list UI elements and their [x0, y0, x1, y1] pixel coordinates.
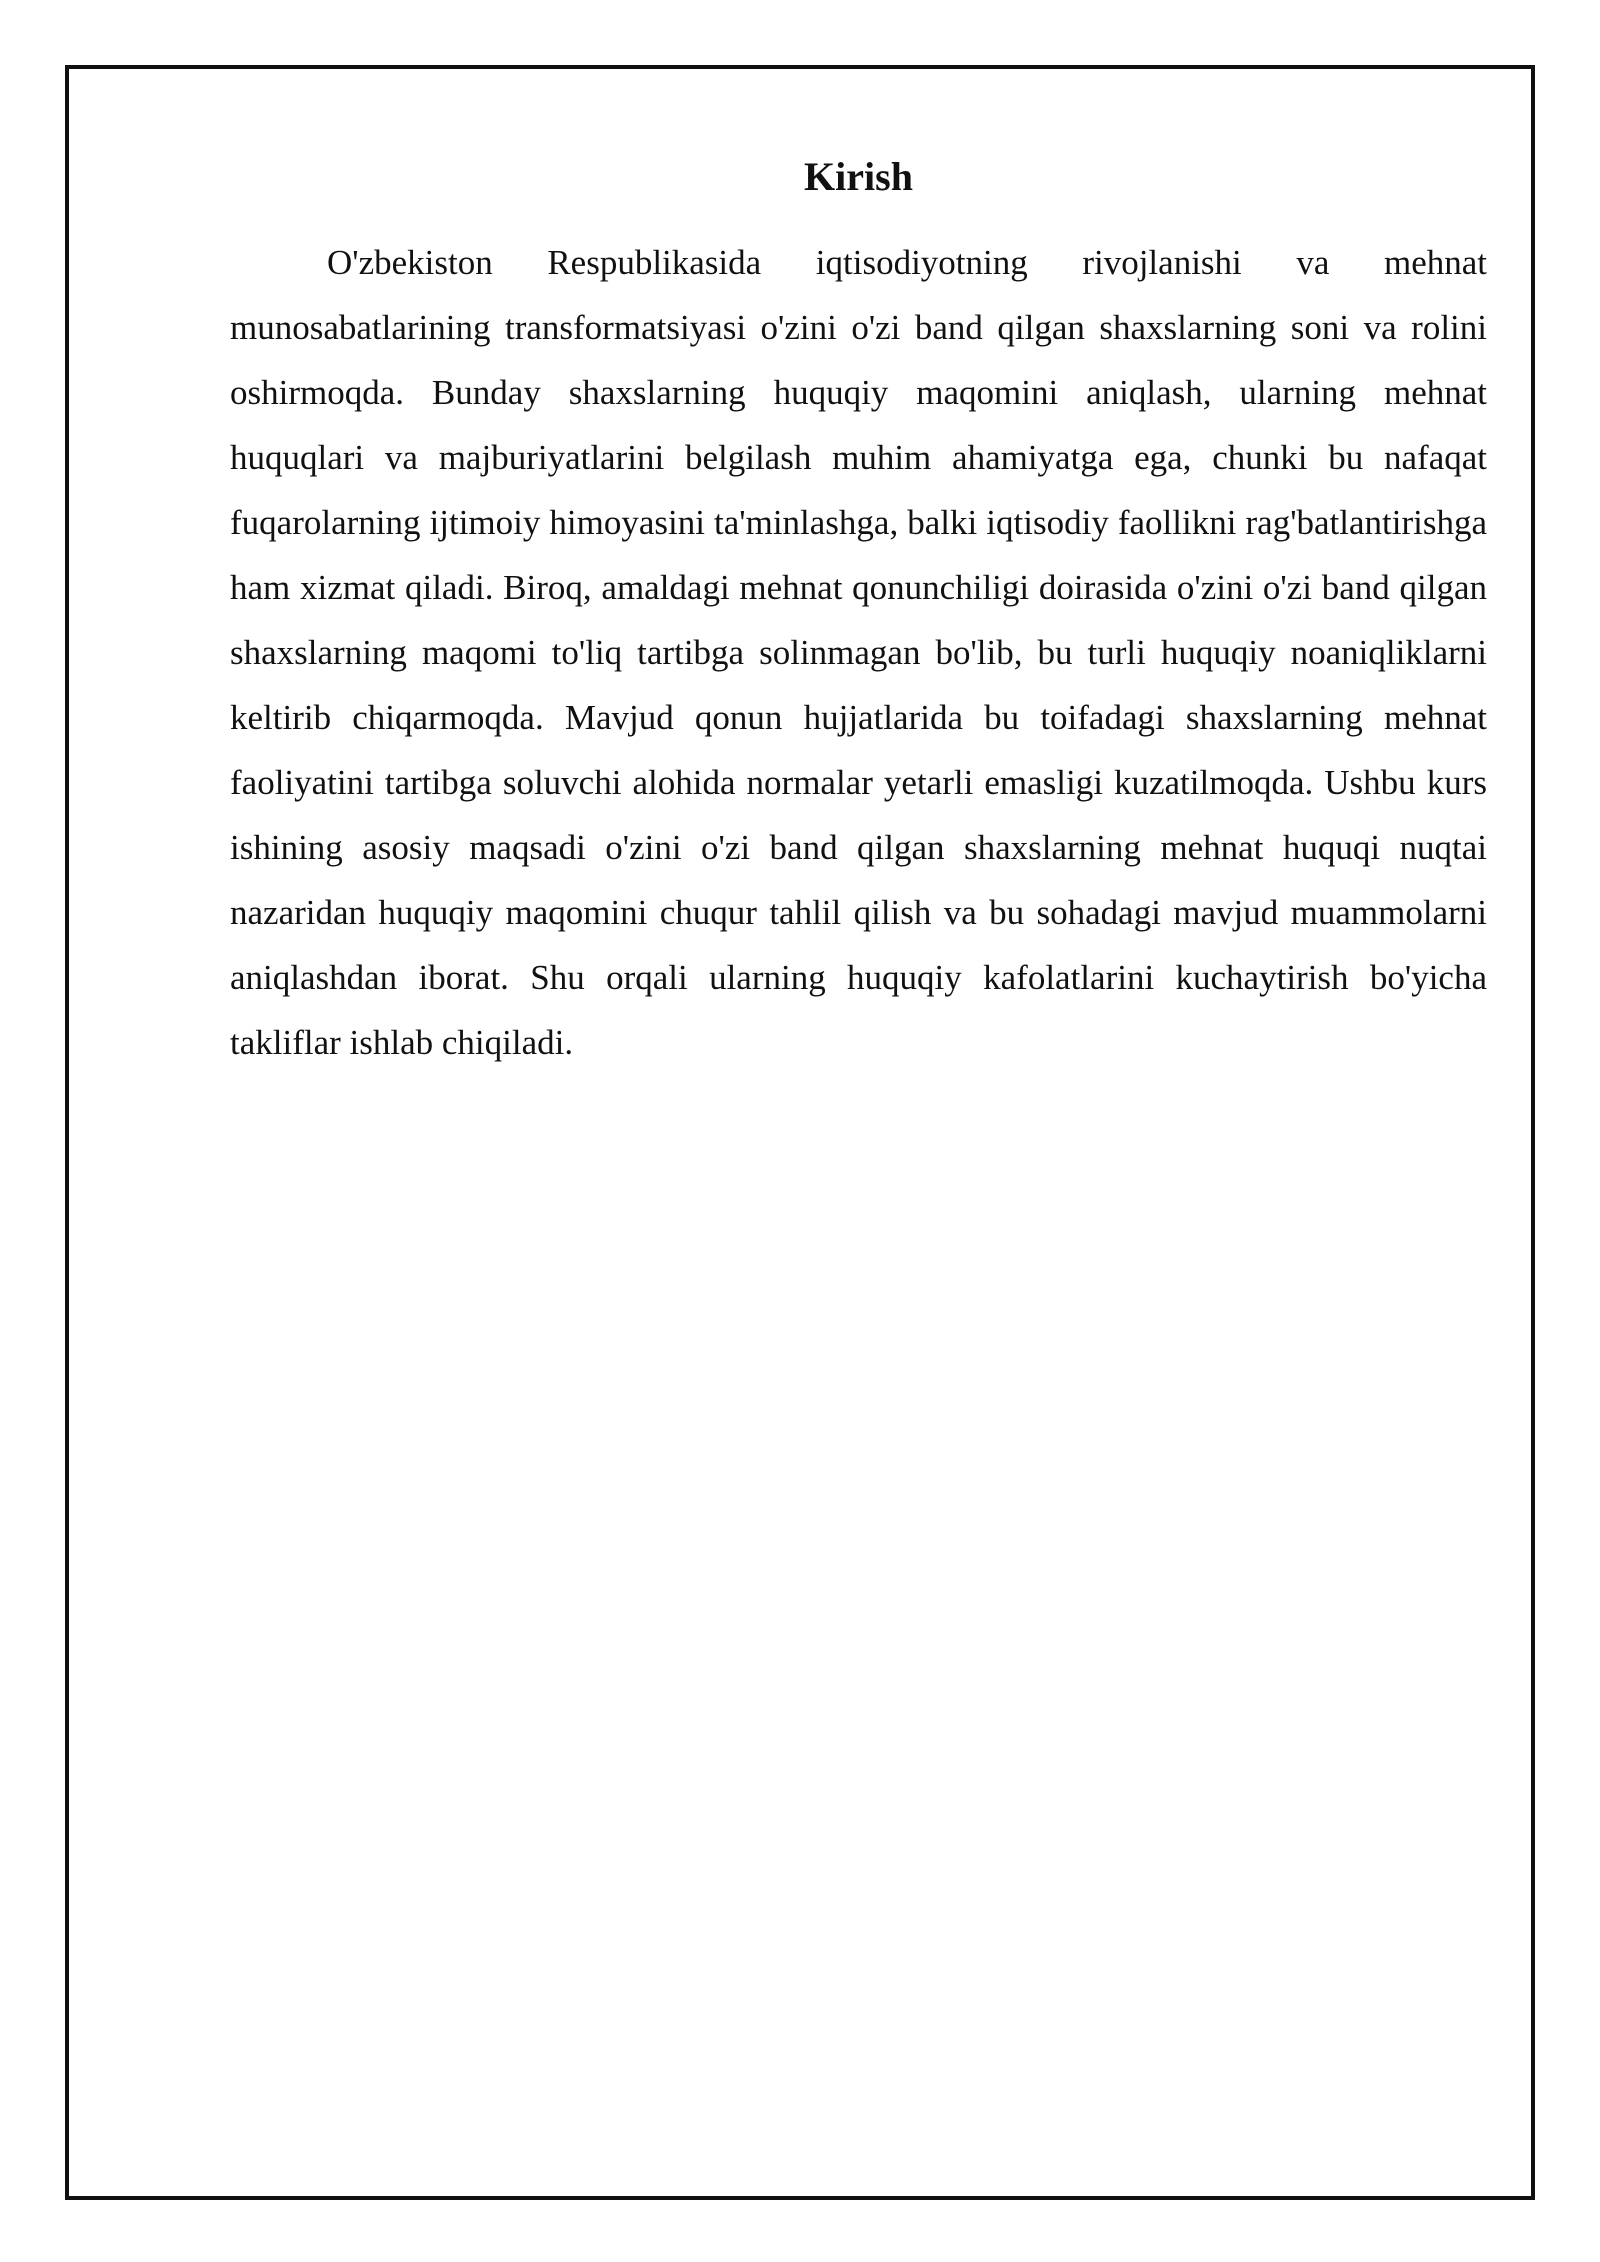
- document-content: [230, 150, 1487, 1075]
- document-title: Kirish: [804, 154, 913, 199]
- intro-paragraph: O'zbekiston Respublikasida iqtisodiyotning rivojlanishi va mehnat munosabatlarining transformatsiyasi o'zini o'zi band qilgan shaxslarning soni va rolini oshirmoqda. Bunday shaxslarning huquqiy maqomini aniqlash, ularning mehnat huquqlari va majburiyatlarini belgilash muhim ahamiyatga ega, chunki bu nafaqat fuqarolarning ijtimoiy himoyasini ta'minlashga, balki iqtisodiy faollikni rag'batlantirishga ham xizmat qiladi. Biroq, amaldagi mehnat qonunchiligi doirasida o'zini o'zi band qilgan shaxslarning maqomi to'liq tartibga solinmagan bo'lib, bu turli huquqiy noaniqliklarni keltirib chiqarmoqda. Mavjud qonun hujjatlarida bu toifadagi shaxslarning mehnat faoliyatini tartibga soluvchi alohida normalar yetarli emasligi kuzatilmoqda. Ushbu kurs ishining asosiy maqsadi o'zini o'zi band qilgan shaxslarning mehnat huquqi nuqtai nazaridan huquqiy maqomini chuqur tahlil qilish va bu sohadagi mavjud muammolarni aniqlashdan iborat. Shu orqali ularning huquqiy kafolatlarini kuchaytirish bo'yicha takliflar ishlab chiqiladi.: [230, 243, 1487, 1062]
